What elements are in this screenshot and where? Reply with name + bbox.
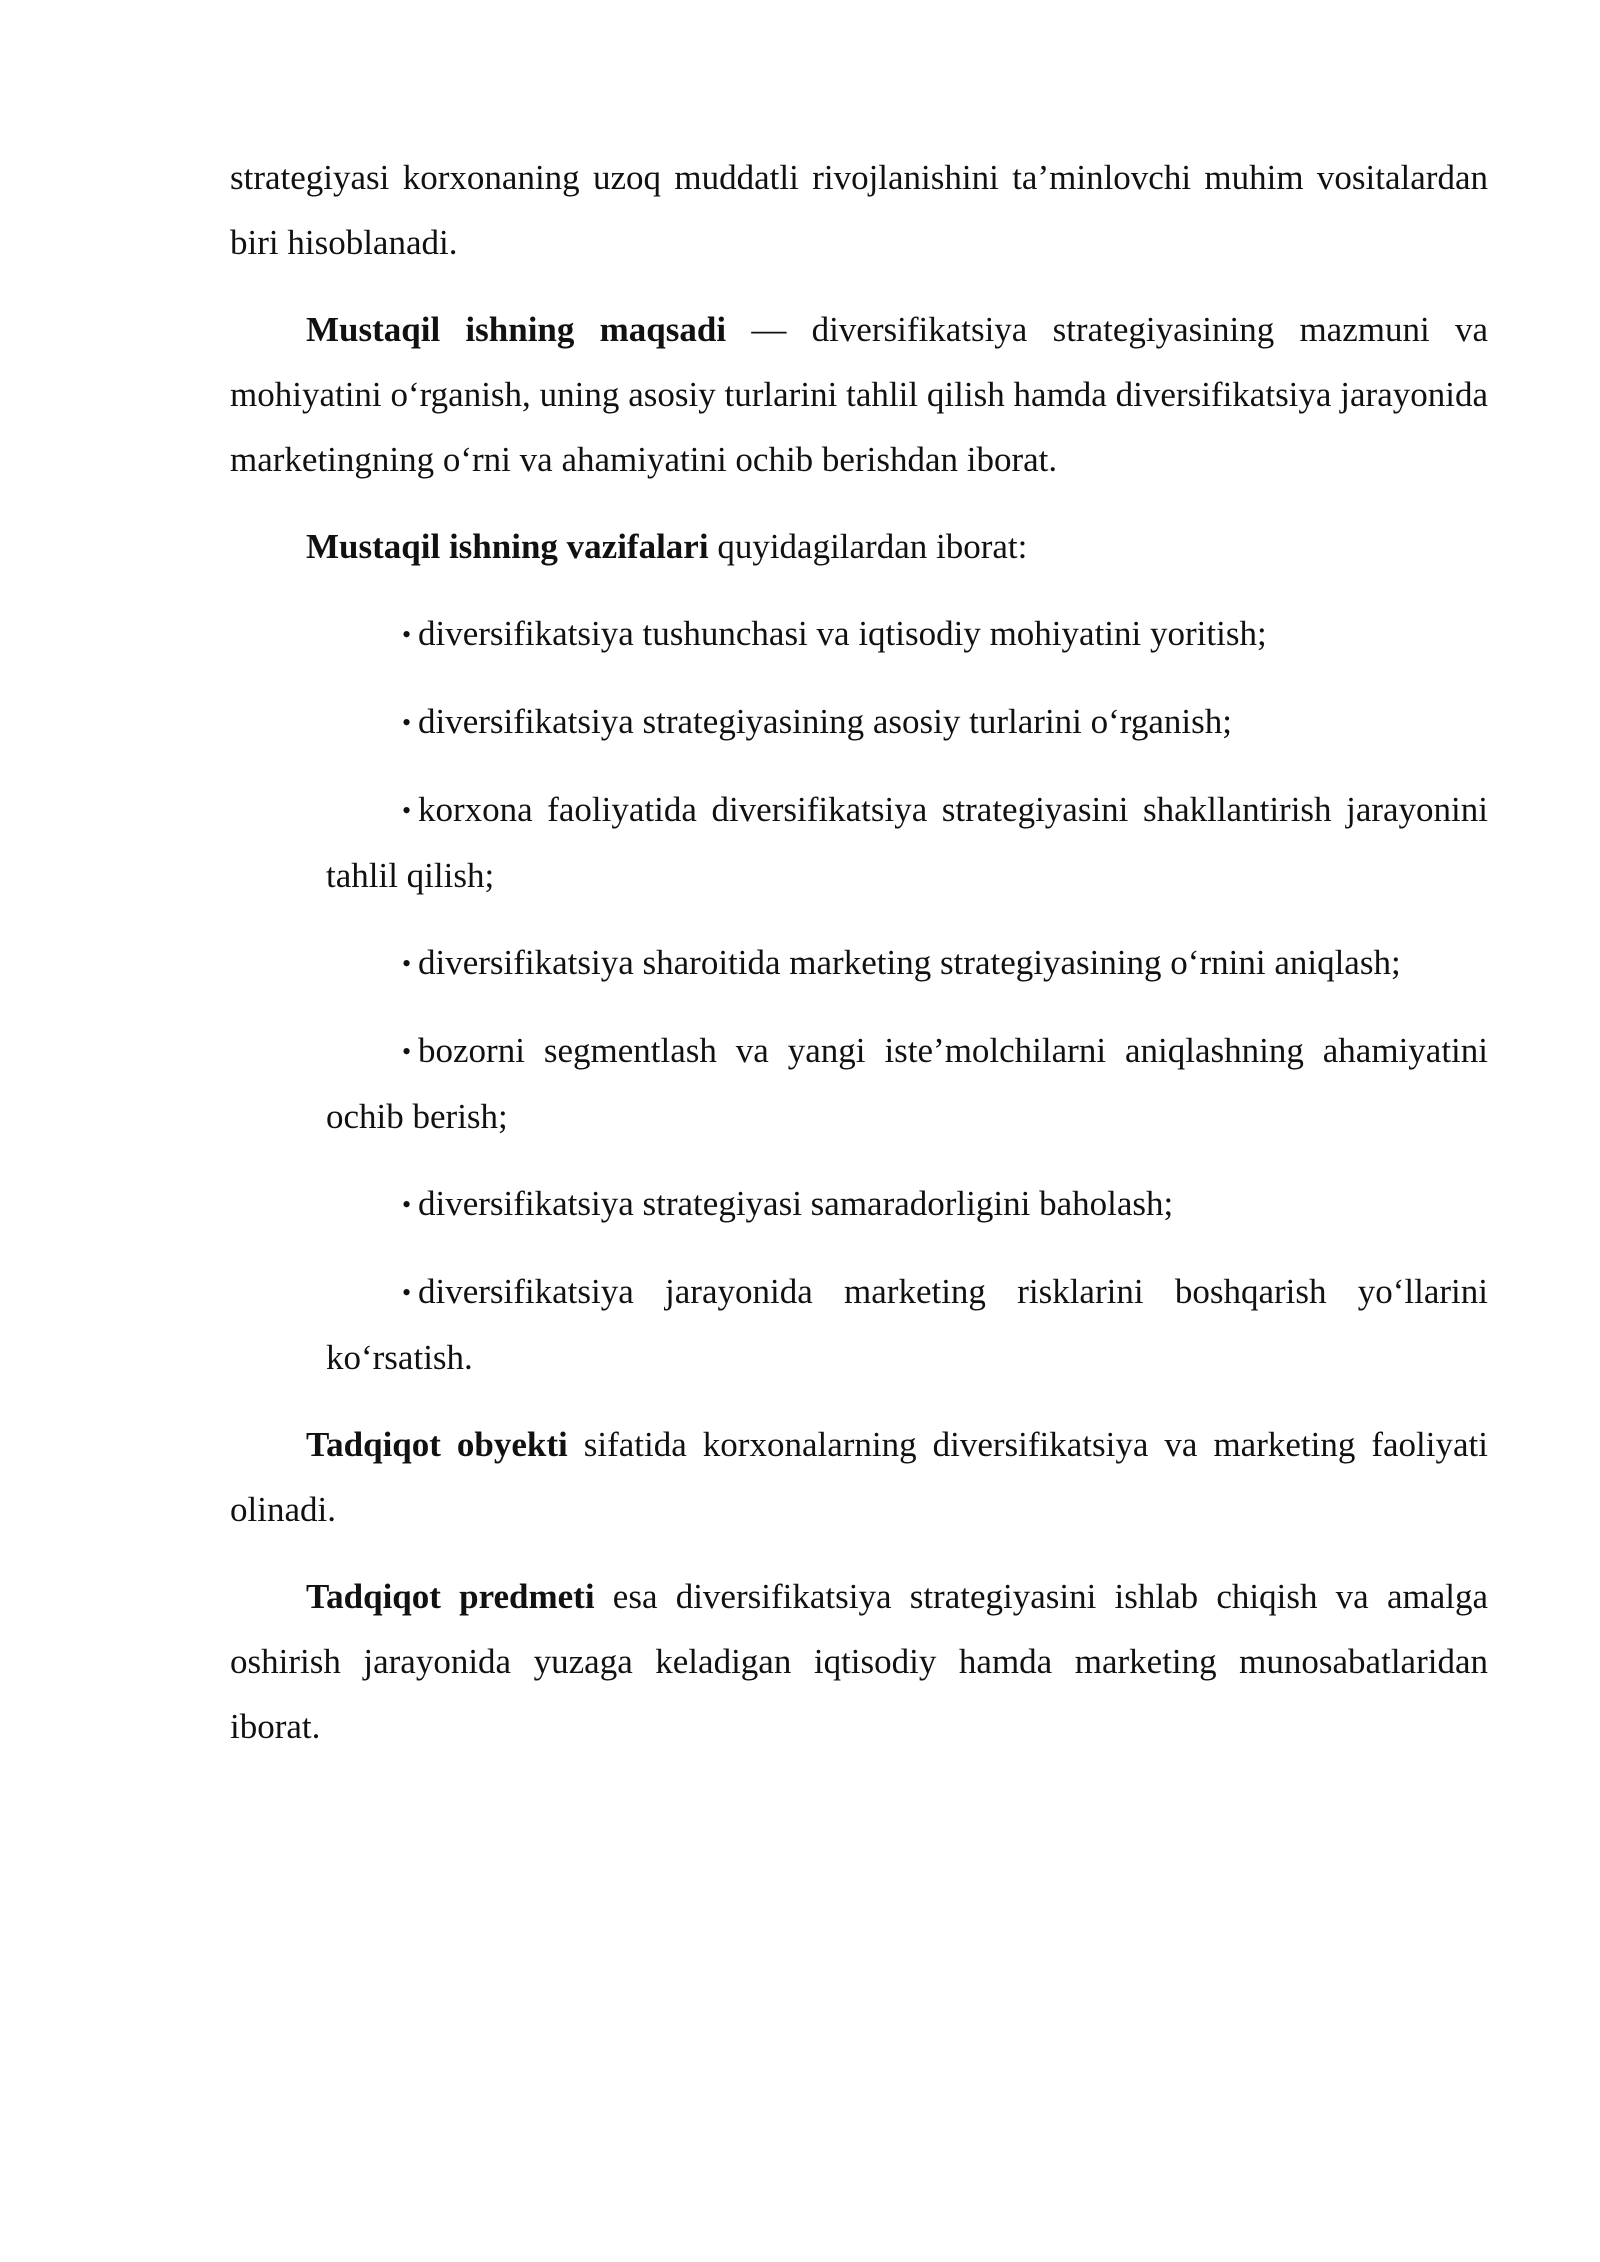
purpose-text: — diversifikatsiya strategiyasining mazmuni va mohiyatini o‘rganish, uning asosiy turlarini tahlil qilish hamda diversifikatsiya jarayonida marketingning o‘rni va ahamiyatini ochib berishdan iborat.	[230, 310, 1488, 479]
list-item-text: bozorni segmentlash va yangi iste’molchilarni aniqlashning ahamiyatini ochib berish;	[326, 1031, 1488, 1136]
list-item	[326, 930, 1488, 996]
bullet-icon: •	[402, 1037, 412, 1066]
intro-continuation-paragraph	[230, 145, 1488, 275]
research-subject-paragraph	[230, 1564, 1488, 1759]
research-subject-text: esa diversifikatsiya strategiyasini ishlab chiqish va amalga oshirish jarayonida yuzaga keladigan iqtisodiy hamda marketing munosabatlaridan iborat.	[230, 1577, 1488, 1746]
bullet-icon: •	[402, 796, 412, 825]
list-item	[326, 1171, 1488, 1237]
list-item-text: diversifikatsiya tushunchasi va iqtisodiy mohiyatini yoritish;	[418, 614, 1267, 653]
research-object-text: sifatida korxonalarning diversifikatsiya va marketing faoliyati olinadi.	[230, 1425, 1488, 1529]
purpose-paragraph	[230, 297, 1488, 492]
list-item-text: diversifikatsiya jarayonida marketing risklarini boshqarish yo‘llarini ko‘rsatish.	[326, 1272, 1488, 1377]
list-item-text: korxona faoliyatida diversifikatsiya strategiyasini shakllantirish jarayonini tahlil qilish;	[326, 790, 1488, 895]
intro-continuation-text: strategiyasi korxonaning uzoq muddatli rivojlanishini ta’minlovchi muhim vositalardan biri hisoblanadi.	[230, 158, 1488, 262]
list-item-text: diversifikatsiya strategiyasi samaradorligini baholash;	[418, 1184, 1174, 1223]
research-object-paragraph	[230, 1412, 1488, 1542]
bullet-icon: •	[402, 620, 412, 649]
list-item	[326, 1259, 1488, 1390]
tasks-intro-text: quyidagilardan iborat:	[708, 527, 1028, 566]
research-object-label: Tadqiqot obyekti	[306, 1425, 568, 1464]
list-item-text: diversifikatsiya sharoitida marketing strategiyasining o‘rnini aniqlash;	[418, 943, 1401, 982]
bullet-icon: •	[402, 1190, 412, 1219]
list-item	[326, 777, 1488, 908]
list-item	[326, 601, 1488, 667]
list-item-text: diversifikatsiya strategiyasining asosiy turlarini o‘rganish;	[418, 702, 1232, 741]
tasks-intro-paragraph	[230, 514, 1488, 579]
research-subject-label: Tadqiqot predmeti	[306, 1577, 595, 1616]
document-page	[230, 145, 1488, 1781]
list-item	[326, 1018, 1488, 1149]
tasks-list	[230, 601, 1488, 1390]
purpose-label: Mustaqil ishning maqsadi	[306, 310, 727, 349]
bullet-icon: •	[402, 1278, 412, 1307]
bullet-icon: •	[402, 708, 412, 737]
tasks-label: Mustaqil ishning vazifalari	[306, 527, 709, 566]
bullet-icon: •	[402, 949, 412, 978]
list-item	[326, 689, 1488, 755]
